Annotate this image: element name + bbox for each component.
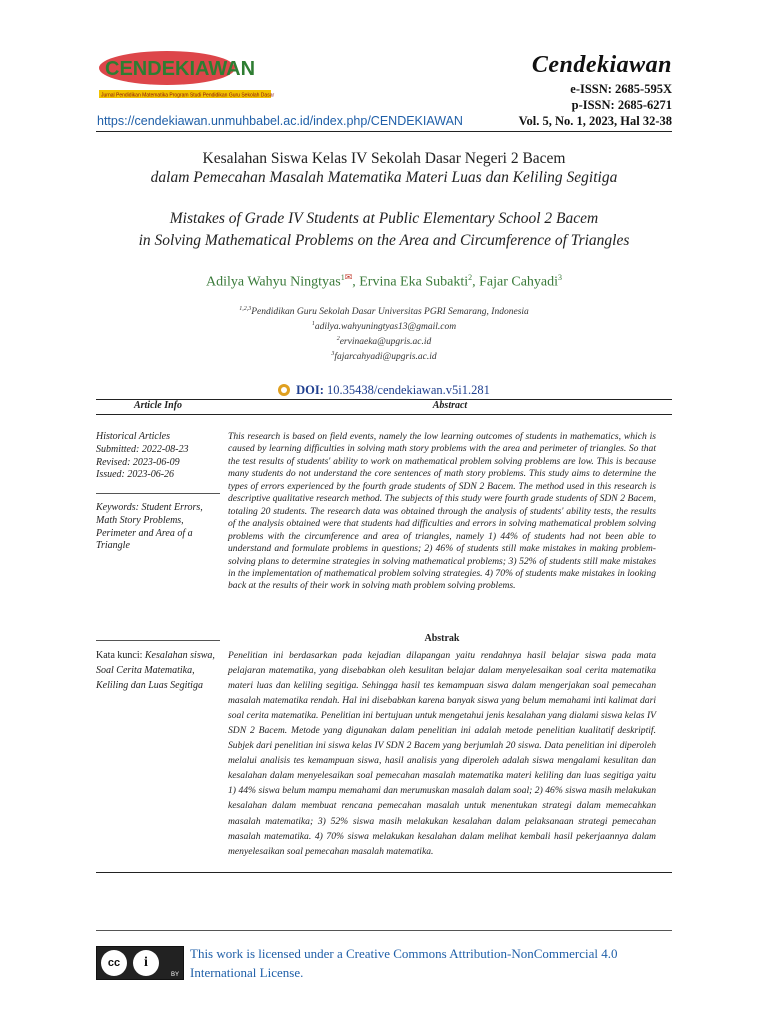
author-3-sup: 3 — [558, 273, 563, 282]
submitted-date: Submitted: 2022-08-23 — [96, 443, 189, 455]
abstract-english: This research is based on field events, namely the low learning outcomes of students in mathematics, which is caused by learning difficulties in solving math story problems with the area and perimeter of triangles. So that the test results of students' ability to work on mathematical problem solving problems are low. This is because many students do not understand the core sentences of math story problems. This study aims to determine the types of errors experienced by the fourth grade students of SDN 2 Bacem. The method used in this research is descriptive qualitative research method. The subjects of this study were fourth grade students of SDN 2 Bacem, totaling 20 students. The research data was obtained through the analysis of students' ability tests, the results of the analysis obtained were that students had difficulties and errors in solving mathematical problem solving problems with the circumference and area of triangles, namely 1) 44% of students had not been able to understand and formulate problems in questions; 2) 46% of students still make mistakes in making problem-solving plans to determine strategies in solving mathematical problems; 3) 52% of students still make mistakes in the implementation of mathematical problem solving strategies. 4) 70% of students make mistakes in looking back at the results of their work in solving math problem solving problems. — [228, 431, 656, 592]
journal-logo — [97, 46, 277, 106]
table-bottom-rule — [96, 872, 672, 873]
affiliation-email-1 — [96, 321, 672, 332]
abstract-heading: Abstract — [432, 400, 468, 411]
keywords-en: Keywords: Student Errors, Math Story Problems, Perimeter and Area of a Triangle — [96, 502, 203, 552]
email-3-text[interactable]: fajarcahyadi@upgris.ac.id — [334, 352, 437, 363]
email-3-sup: 3 — [331, 351, 335, 357]
journal-brand: Cendekiawan — [531, 52, 672, 78]
author-sep-2: , — [472, 274, 480, 290]
author-list — [96, 272, 672, 291]
logo-tagline: Jurnal Pendidikan Matematika Program Studi Pendidikan Guru Sekolah Dasar — [101, 92, 275, 99]
author-sep-1: , — [352, 274, 360, 290]
affiliation-email-2 — [96, 336, 672, 347]
affiliation-institution — [96, 306, 672, 317]
abstract-indonesian: Penelitian ini berdasarkan pada kejadian dilapangan yaitu rendahnya hasil belajar siswa pada mata pelajaran matematika, yang disebabkan oleh kesulitan belajar dalam menyelesaikan soal cerita matematika materi luas dan keliling segitiga. Sehingga hasil tes kemampuan siswa dalam mengerjakan soal pemecahan masalah matematika rendah. Hal ini disebabkan karena banyak siswa yang belum memahami inti kalimat dari soal cerita matematika. Penelitian ini bertujuan untuk mengetahui jenis kesalahan yang dialami siswa kelas IV SDN 2 Bacem. Metode yang digunakan dalam penelitian ini adalah metode penelitian kualitatif deskriptif. Subjek dari penelitian ini siswa kelas IV SDN 2 Bacem yang berjumlah 20 siswa. Data penelitian ini diperoleh melalui analisis tes kemampuan siswa, hasil analisis yang diperoleh adalah siswa mengalami kesulitan dan kesalahan dalam menyelesaikan soal pemecahan masalah matematika materi keliling dan luas segitiga yaitu 1) 44% siswa belum mampu memahami dan merumuskan masalah dalam soal; 2) 46% siswa masih melakukan kesalahan dalam membuat rencana pemecahan masalah untuk menentukan strategi dalam memecahkan masalah matematika; 3) 52% siswa masih melakukan kesalahan dalam pelaksanaan strategi pemecahan masalah matematika. 4) 70% siswa melakukan kesalahan dalam melihat kembali hasil pekerjaannya dalam menyelesaikan soal pemecahan masalah matematika. — [228, 650, 656, 857]
email-1-text[interactable]: adilya.wahyuningtyas13@gmail.com — [314, 322, 457, 333]
kata-kunci-label: Kata kunci: — [96, 650, 143, 661]
revised-date: Revised: 2023-06-09 — [96, 456, 180, 468]
article-info-heading: Article Info — [133, 400, 183, 411]
keywords-id — [96, 648, 220, 694]
author-2-sup: 2 — [468, 273, 473, 282]
email-2-text[interactable]: ervinaeka@upgris.ac.id — [339, 337, 432, 348]
history-title: Historical Articles — [96, 431, 170, 442]
journal-url-link[interactable]: https://cendekiawan.unmuhbabel.ac.id/index.php/CENDEKIAWAN — [97, 114, 463, 128]
kata-kunci-values: Kesalahan siswa, Soal Cerita Matematika, Keliling dan Luas Segitiga — [96, 650, 215, 692]
author-1-sup: 1 — [340, 273, 345, 282]
issued-date: Issued: 2023-06-26 — [96, 469, 175, 481]
eissn: e-ISSN: 2685-595X — [570, 82, 672, 96]
author-2: Ervina Eka Subakti — [359, 274, 469, 290]
by-label: BY — [170, 972, 179, 978]
doi-label: DOI: — [296, 383, 324, 397]
abstrak-heading: Abstrak — [424, 633, 460, 644]
email-1-sup: 1 — [311, 321, 315, 327]
affiliation-text: Pendidikan Guru Sekolah Dasar Universitas PGRI Semarang, Indonesia — [251, 307, 529, 318]
title-indonesian-line2: dalam Pemecahan Masalah Matematika Materi Luas dan Keliling Segitiga — [150, 169, 618, 186]
title-indonesian-line1: Kesalahan Siswa Kelas IV Sekolah Dasar Negeri 2 Bacem — [202, 150, 566, 167]
doi-line — [96, 383, 672, 398]
title-english-line1: Mistakes of Grade IV Students at Public Elementary School 2 Bacem — [169, 210, 599, 227]
author-1: Adilya Wahyu Ningtyas — [205, 274, 341, 290]
article-history — [96, 431, 220, 482]
doi-link[interactable]: 10.35438/cendekiawan.v5i1.281 — [327, 383, 490, 397]
info-divider-1 — [96, 493, 220, 494]
header-divider — [96, 131, 672, 132]
author-3: Fajar Cahyadi — [479, 274, 559, 290]
by-icon: i — [133, 950, 159, 976]
info-divider-2 — [96, 640, 220, 641]
email-icon[interactable]: ✉ — [344, 272, 353, 282]
cc-icon: cc — [101, 950, 127, 976]
email-2-sup: 2 — [336, 336, 340, 342]
title-english-line2: in Solving Mathematical Problems on the Area and Circumference of Triangles — [138, 232, 630, 249]
affiliation-sup: 1,2,3 — [239, 306, 252, 312]
volume-info: Vol. 5, No. 1, 2023, Hal 32-38 — [518, 114, 672, 128]
license-link[interactable]: This work is licensed under a Creative Commons Attribution-NonCommercial 4.0 International License. — [190, 946, 618, 980]
table-head-rule — [96, 414, 672, 415]
logo-lettering: CENDEKIAWAN — [105, 58, 256, 80]
doi-icon — [278, 384, 290, 396]
footer-divider — [96, 930, 672, 931]
pissn: p-ISSN: 2685-6271 — [571, 98, 672, 112]
affiliation-email-3 — [96, 351, 672, 362]
cc-license-badge[interactable] — [96, 946, 184, 980]
